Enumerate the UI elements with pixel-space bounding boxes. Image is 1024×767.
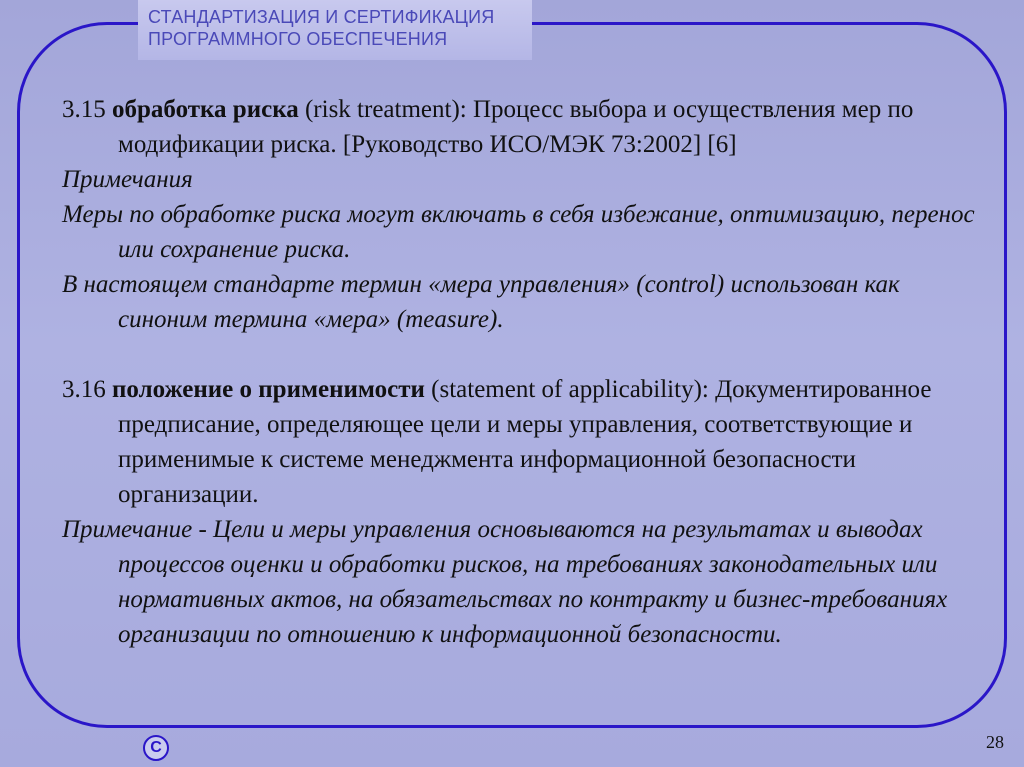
header-line-1: СТАНДАРТИЗАЦИЯ И СЕРТИФИКАЦИЯ	[148, 7, 495, 27]
term-name: обработка риска	[112, 96, 299, 123]
definition-3-15	[62, 92, 992, 162]
term-definition: (statement of applicability): Документированное предписание, определяющее цели и меры управления, соответствующие и применимые к системе менеджмента информационной безопасности организации.	[118, 376, 932, 508]
note-1: Меры по обработке риска могут включать в себя избежание, оптимизацию, перенос или сохранение риска.	[62, 201, 975, 263]
notes-label: Примечания	[62, 166, 193, 193]
term-number: 3.15	[62, 96, 112, 123]
page-number: 28	[986, 732, 1004, 752]
definition-3-16	[62, 372, 992, 512]
copyright-icon: C	[143, 735, 169, 761]
slide-header	[138, 0, 532, 60]
term-number: 3.16	[62, 376, 112, 403]
note-2: В настоящем стандарте термин «мера управления» (control) использован как синоним термина «мера» (measure).	[62, 271, 900, 333]
spacer	[62, 337, 992, 372]
header-line-2: ПРОГРАММНОГО ОБЕСПЕЧЕНИЯ	[148, 29, 448, 49]
note-3-16: Примечание - Цели и меры управления основываются на результатах и выводах процессов оценки и обработки рисков, на требованиях законодательных или нормативных актов, на обязательствах по контракту и бизнес-требованиях организации по отношению к информационной безопасности.	[62, 516, 948, 648]
term-definition: (risk treatment): Процесс выбора и осуществления мер по модификации риска. [Руководство ИСО/МЭК 73:2002] [6]	[118, 96, 914, 158]
slide-content	[62, 92, 992, 652]
term-name: положение о применимости	[112, 376, 425, 403]
